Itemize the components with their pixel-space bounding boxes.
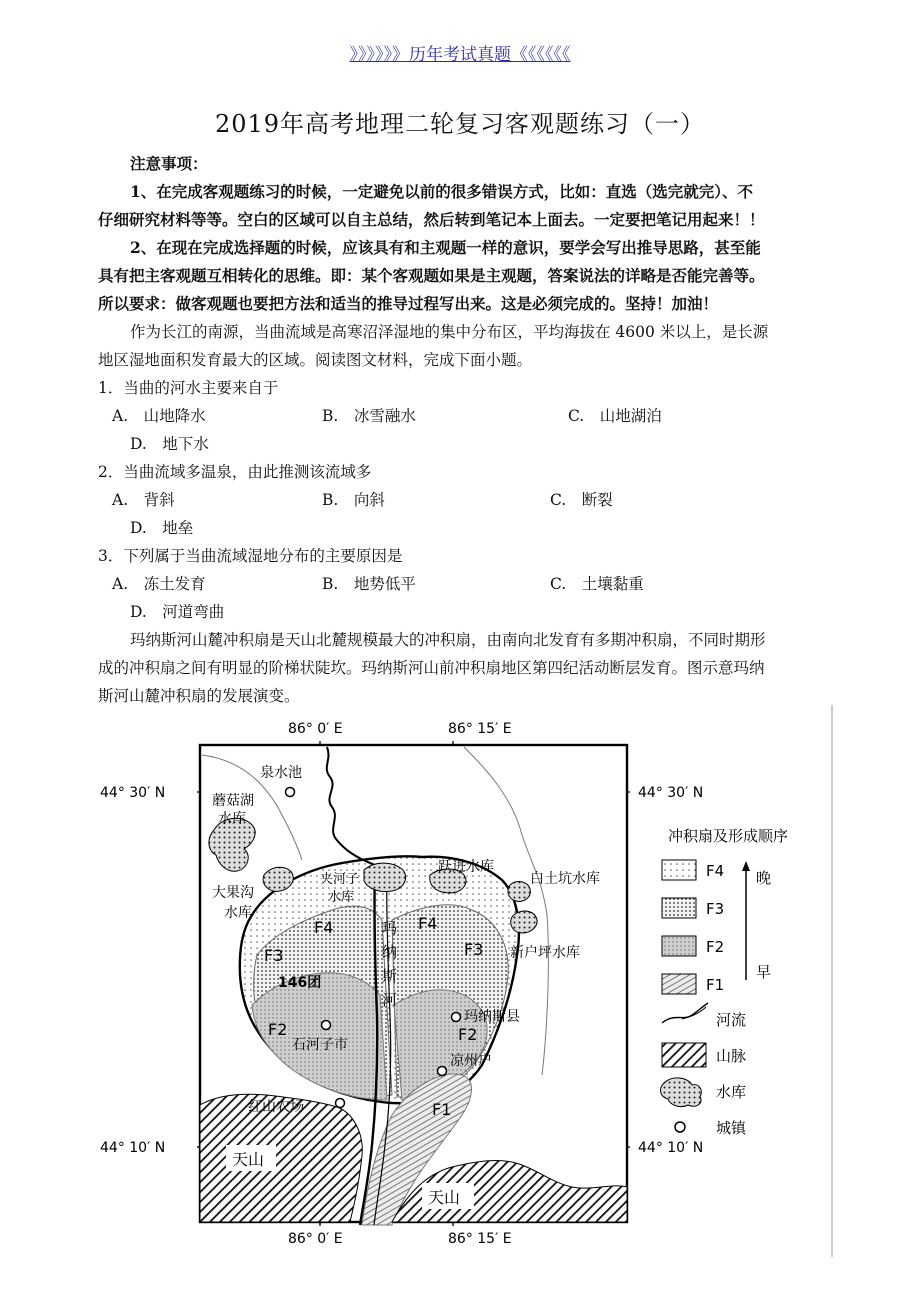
passage2-line3: 斯河山麓冲积扇的发展演变。 — [98, 687, 300, 705]
label-jiahezi-1: 夹河子 — [320, 872, 360, 887]
label-river-4: 河 — [382, 991, 398, 1009]
label-river-2: 纳 — [382, 943, 398, 961]
label-f4-left: F4 — [314, 918, 334, 937]
question-3-option-c[interactable]: C. 土壤黏重 — [550, 575, 644, 593]
baitukeng-reservoir — [508, 882, 530, 902]
shihezi-town — [322, 1021, 331, 1030]
label-shihezi: 石河子市 — [292, 1037, 348, 1053]
quanshuichi-town — [286, 788, 295, 797]
legend-label-town: 城镇 — [716, 1119, 747, 1137]
legend-town-icon — [675, 1122, 685, 1132]
lon-label-bottom-left: 86° 0′ E — [288, 1231, 343, 1247]
legend-label-f4: F4 — [706, 862, 725, 880]
legend-swatch-f2 — [662, 936, 696, 956]
header-exam-link[interactable]: 》》》》》》历年考试真题《《《《《《 — [349, 45, 571, 65]
alluvial-fan-map — [92, 705, 837, 1265]
legend-label-f3: F3 — [706, 900, 725, 918]
legend-arrow-head-icon — [742, 861, 750, 871]
notice-p1-line2: 仔细研究材料等等。空白的区域可以自主总结，然后转到笔记本上面去。一定要把笔记用起来！！ — [98, 210, 765, 229]
legend-late: 晚 — [756, 869, 772, 887]
lat-label-top-right: 44° 30′ N — [638, 785, 704, 801]
label-daguogou-2: 水库 — [224, 905, 252, 921]
label-f1: F1 — [432, 1100, 452, 1119]
page-title: 2019年高考地理二轮复习客观题练习（一） — [214, 110, 706, 138]
legend-mountain-icon — [662, 1043, 706, 1067]
question-1-option-d[interactable]: D. 地下水 — [130, 435, 209, 453]
hongshan-town — [336, 1099, 345, 1108]
question-1-option-b[interactable]: B. 冰雪融水 — [322, 407, 416, 425]
map-legend — [661, 827, 789, 1137]
legend-swatch-f3 — [662, 898, 696, 918]
question-2-option-b[interactable]: B. 向斜 — [322, 491, 385, 509]
question-2-option-d[interactable]: D. 地垒 — [130, 519, 194, 537]
passage1-line1: 作为长江的南源，当曲流域是高寒沼泽湿地的集中分布区，平均海拔在 4600 米以上，是长源 — [130, 323, 769, 341]
legend-label-f1: F1 — [706, 976, 725, 994]
question-1-option-c[interactable]: C. 山地湖泊 — [568, 407, 662, 425]
label-jiahezi-2: 水库 — [328, 890, 355, 905]
question-1-option-a[interactable]: A. 山地降水 — [112, 407, 206, 425]
legend-river-icon — [662, 1003, 708, 1023]
lat-label-bottom-left: 44° 10′ N — [100, 1140, 166, 1156]
notice-heading: 注意事项： — [130, 154, 208, 173]
notice-p2-line1: 2、在现在完成选择题的时候，应该具有和主观题一样的意识，要学会写出推导思路，甚至能 — [130, 238, 761, 257]
label-yuejin: 跃进水库 — [438, 859, 494, 875]
question-1-stem: 1．当曲的河水主要来自于 — [98, 379, 279, 397]
label-river-3: 斯 — [382, 967, 398, 985]
legend-early: 早 — [756, 963, 772, 981]
question-3-option-b[interactable]: B. 地势低平 — [322, 575, 416, 593]
passage2-line1: 玛纳斯河山麓冲积扇是天山北麓规模最大的冲积扇，由南向北发育有多期冲积扇，不同时期形 — [130, 631, 766, 649]
passage1-line2: 地区湿地面积发育最大的区域。阅读图文材料，完成下面小题。 — [98, 351, 533, 369]
label-f2-left: F2 — [268, 1020, 288, 1039]
lon-label-top-right: 86° 15′ E — [448, 721, 512, 737]
notice-p2-line3: 所以要求：做客观题也要把方法和适当的推导过程写出来。这是必须完成的。坚持！加油！ — [98, 294, 719, 313]
liangzhouhu-town — [438, 1067, 447, 1076]
label-baitukeng: 白土坑水库 — [530, 871, 600, 887]
xinhuping-reservoir — [511, 911, 537, 933]
label-liangzhouhu: 凉州户 — [450, 1053, 492, 1069]
map-svg — [92, 705, 837, 1265]
lat-label-top-left: 44° 30′ N — [100, 785, 166, 801]
notice-p2-line2: 具有把主客观题互相转化的思维。即：某个客观题如果是主观题，答案说法的详略是否能完善等。 — [98, 266, 765, 285]
label-f3-right: F3 — [464, 940, 484, 959]
legend-swatch-f1 — [662, 974, 696, 994]
jiahezi-reservoir — [364, 863, 406, 891]
lon-label-bottom-right: 86° 15′ E — [448, 1231, 512, 1247]
legend-label-reservoir: 水库 — [716, 1083, 747, 1101]
legend-label-mountain: 山脉 — [716, 1047, 747, 1065]
legend-label-f2: F2 — [706, 938, 725, 956]
question-3-option-d[interactable]: D. 河道弯曲 — [130, 603, 225, 621]
lon-label-top-left: 86° 0′ E — [288, 721, 343, 737]
lat-label-bottom-right: 44° 10′ N — [638, 1140, 704, 1156]
label-manas-county: 玛纳斯县 — [464, 1009, 520, 1025]
label-f4-right: F4 — [418, 914, 438, 933]
legend-swatch-f4 — [662, 860, 696, 880]
label-f2-right: F2 — [458, 1025, 478, 1044]
question-2-option-c[interactable]: C. 断裂 — [550, 491, 613, 509]
legend-label-river: 河流 — [716, 1011, 747, 1029]
label-f3-left: F3 — [264, 946, 284, 965]
label-hongshan: 红山农场 — [248, 1099, 304, 1115]
label-river-1: 玛 — [382, 919, 398, 937]
question-3-stem: 3．下列属于当曲流域湿地分布的主要原因是 — [98, 547, 403, 565]
label-moguhu-1: 蘑菇湖 — [212, 793, 254, 809]
legend-title: 冲积扇及形成顺序 — [668, 827, 789, 845]
legend-reservoir-icon — [661, 1078, 702, 1107]
question-2-option-a[interactable]: A. 背斜 — [112, 491, 175, 509]
label-moguhu-2: 水库 — [218, 811, 246, 827]
passage2-line2: 成的冲积扇之间有明显的阶梯状陡坎。玛纳斯河山前冲积扇地区第四纪活动断层发育。图示意玛纳 — [98, 659, 765, 677]
label-146-tuan: 146团 — [278, 975, 322, 991]
tianshan-west-label: 天山 — [232, 1150, 265, 1169]
manas-county-town — [452, 1013, 461, 1022]
question-3-option-a[interactable]: A. 冻土发育 — [112, 575, 206, 593]
label-daguogou-1: 大果沟 — [212, 885, 254, 901]
label-xinhuping: 新户坪水库 — [510, 945, 580, 961]
question-2-stem: 2．当曲流域多温泉，由此推测该流域多 — [98, 463, 372, 481]
notice-p1-line1: 1、在完成客观题练习的时候，一定避免以前的很多错误方式，比如：直选（选完就完）、不 — [130, 182, 754, 201]
tianshan-east-label: 天山 — [428, 1188, 461, 1207]
label-quanshuichi: 泉水池 — [260, 765, 302, 781]
